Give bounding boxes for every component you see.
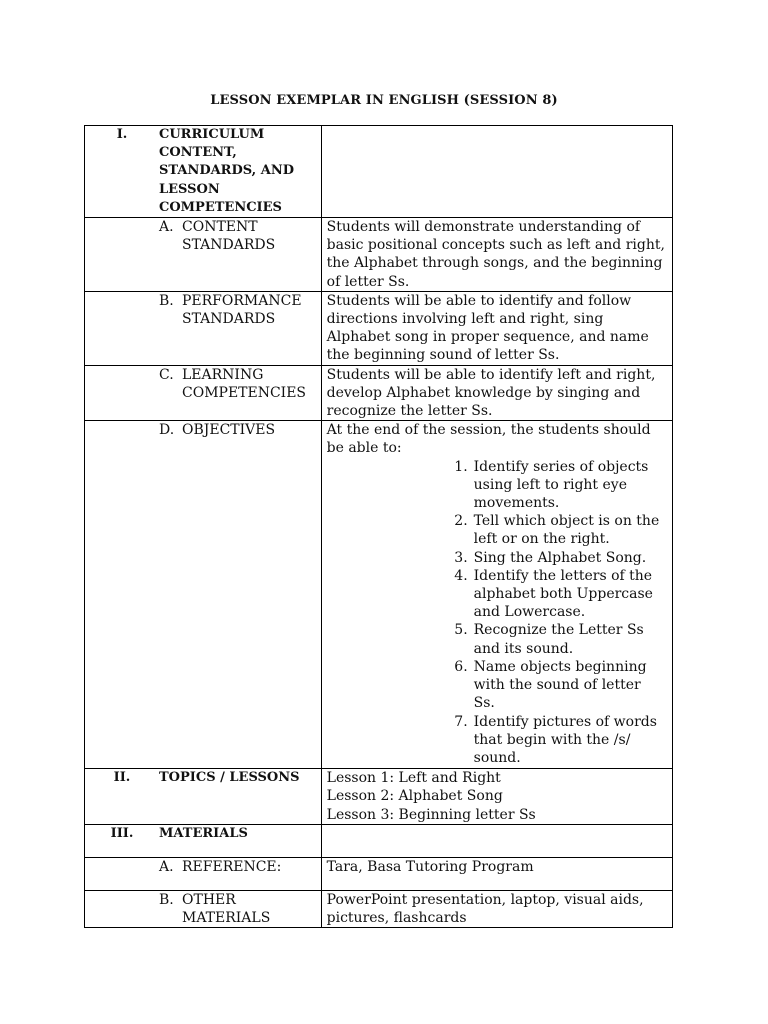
- list-item: 2. Tell which object is on the left or on the right.: [454, 513, 660, 548]
- list-item: 1. Identify series of objects using left to right eye movements.: [454, 458, 649, 512]
- table-row: [85, 291, 673, 365]
- section-label: MATERIALS: [159, 825, 248, 841]
- table-row: [85, 365, 673, 421]
- document-title: LESSON EXEMPLAR IN ENGLISH (SESSION 8): [210, 93, 558, 108]
- table-row: [85, 421, 673, 769]
- subsection-label: OBJECTIVES: [182, 422, 276, 439]
- subsection-label: PERFORMANCE STANDARDS: [182, 292, 302, 328]
- section-label: TOPICS / LESSONS: [159, 770, 300, 786]
- subsection-letter: B.: [159, 292, 174, 309]
- subsection-letter: D.: [159, 422, 175, 439]
- section-number: II.: [113, 770, 131, 786]
- subsection-label: REFERENCE:: [182, 858, 282, 875]
- section-number: I.: [116, 127, 128, 142]
- performance-standards-text: Students will be able to identify and follow directions involving left and right, sing Alphabet song in proper sequence, and name the beginning sound of letter Ss.: [321, 291, 672, 365]
- table-row: [85, 769, 673, 825]
- table-row: [85, 824, 673, 857]
- subsection-letter: B.: [159, 891, 174, 908]
- objectives-list: [322, 458, 669, 767]
- list-item: 7. Identify pictures of words that begin with the /s/ sound.: [454, 713, 657, 766]
- section-number: III.: [110, 825, 134, 841]
- subsection-letter: A.: [159, 219, 174, 236]
- list-item: 4. Identify the letters of the alphabet both Uppercase and Lowercase.: [454, 567, 653, 621]
- subsection-label: OTHER MATERIALS: [182, 891, 271, 927]
- list-item: 6. Name objects beginning with the sound of letter Ss.: [454, 658, 647, 712]
- objectives-intro: At the end of the session, the students should be able to:: [326, 422, 651, 457]
- lesson-item: Lesson 1: Left and Right: [326, 770, 501, 787]
- lesson-item: Lesson 2: Alphabet Song: [326, 788, 503, 805]
- subsection-label: CONTENT STANDARDS: [182, 219, 276, 254]
- table-row: [85, 890, 673, 927]
- subsection-letter: C.: [159, 366, 174, 383]
- other-materials-text: PowerPoint presentation, laptop, visual aids, pictures, flashcards: [321, 890, 672, 927]
- learning-competencies-text: Students will be able to identify left and right, develop Alphabet knowledge by singing and recognize the letter Ss.: [321, 365, 672, 421]
- content-standards-text: Students will demonstrate understanding of basic positional concepts such as left and right, the Alphabet through songs, and the beginning of letter Ss.: [321, 218, 672, 292]
- table-row: [85, 218, 673, 292]
- lesson-table: [84, 125, 673, 928]
- subsection-letter: A.: [159, 858, 174, 875]
- section-label: CURRICULUM CONTENT, STANDARDS, AND LESSON COMPETENCIES: [159, 127, 294, 215]
- lesson-item: Lesson 3: Beginning letter Ss: [326, 806, 536, 823]
- reference-text: Tara, Basa Tutoring Program: [321, 857, 672, 890]
- list-item: 3. Sing the Alphabet Song.: [454, 549, 647, 566]
- table-row: [85, 857, 673, 890]
- table-row: [85, 126, 673, 218]
- subsection-label: LEARNING COMPETENCIES: [182, 366, 307, 401]
- list-item: 5. Recognize the Letter Ss and its sound.: [454, 622, 644, 657]
